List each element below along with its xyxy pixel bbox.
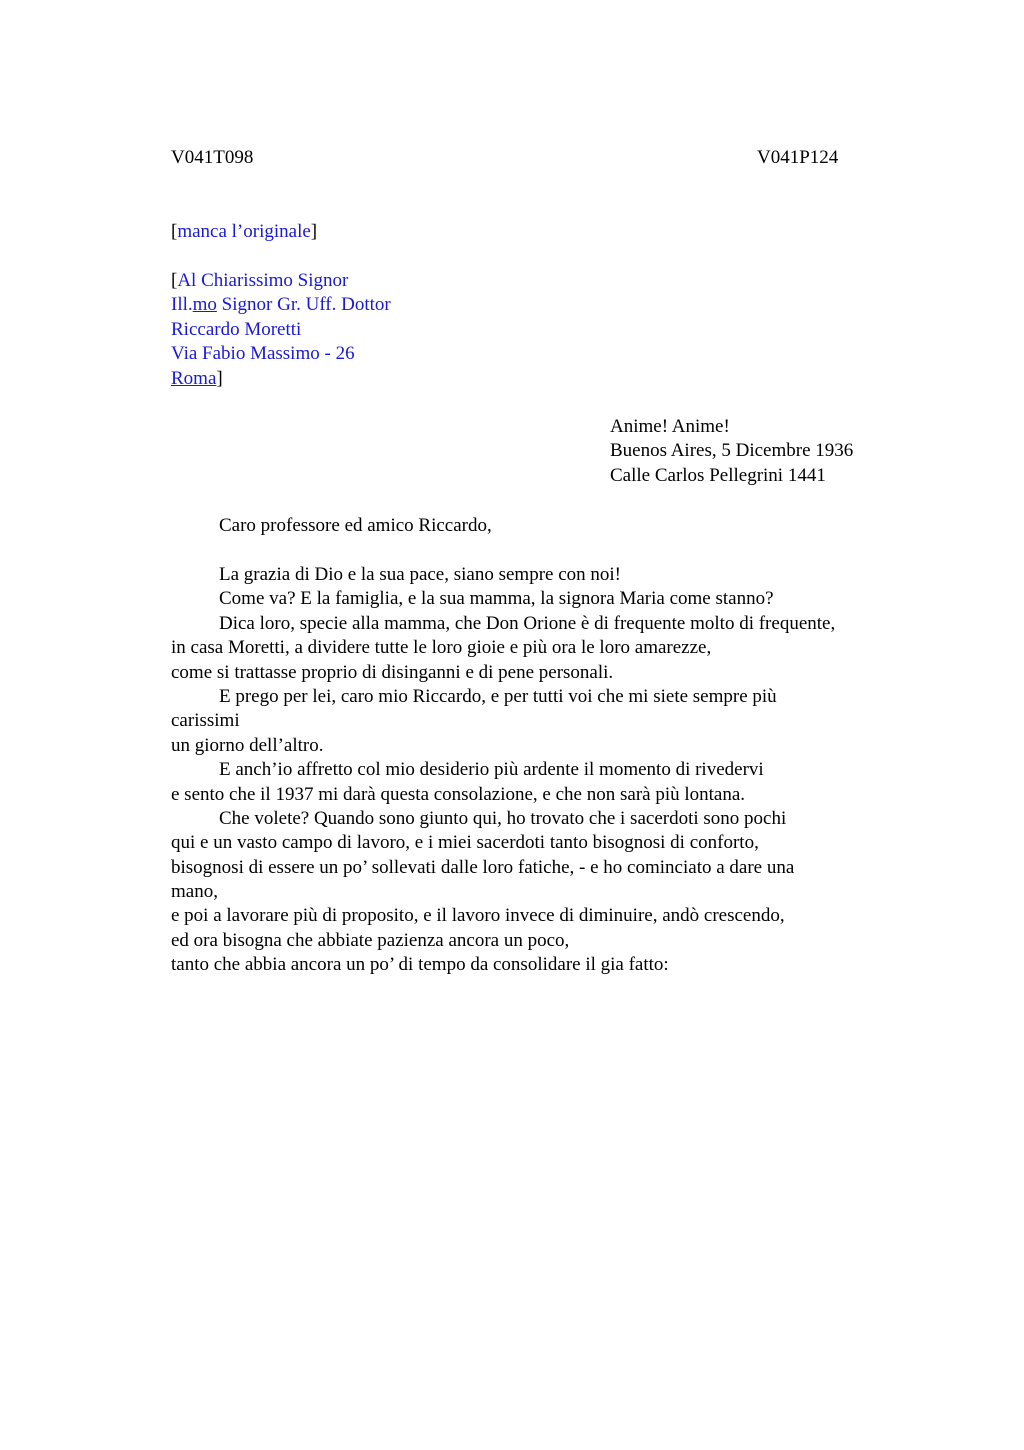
body-line: mano, (171, 881, 218, 903)
address-street: Via Fabio Massimo - 26 (171, 343, 355, 365)
document-code-left: V041T098 (171, 147, 254, 168)
document-code-right: V041P124 (757, 147, 839, 168)
address-close-bracket: ] (216, 367, 223, 389)
note-open-bracket: [ (171, 221, 178, 242)
body-line: ed ora bisogna che abbiate pazienza ancora un poco, (171, 929, 570, 951)
address-ill-abbrev: mo (192, 294, 217, 316)
body-line: bisognosi di essere un po’ sollevati dalle loro fatiche, - e ho cominciato a dare una (171, 856, 795, 878)
address-recipient-title: Al Chiarissimo Signor (177, 270, 349, 291)
address-ill-prefix: Ill. (171, 294, 193, 316)
body-line: carissimi (171, 710, 240, 732)
body-line: Come va? E la famiglia, e la sua mamma, la signora Maria come stanno? (219, 588, 774, 610)
salutation: Caro professore ed amico Riccardo, (219, 515, 492, 536)
dateline-street: Calle Carlos Pellegrini 1441 (610, 464, 826, 486)
address-honorific: Signor Gr. Uff. Dottor (216, 294, 391, 316)
body-line: Dica loro, specie alla mamma, che Don Orione è di frequente molto di frequente, (219, 612, 836, 634)
body-line: E anch’io affretto col mio desiderio più ardente il momento di rivedervi (219, 759, 764, 781)
body-line: in casa Moretti, a dividere tutte le loro gioie e più ora le loro amarezze, (171, 637, 712, 659)
body-line: come si trattasse proprio di disinganni e di pene personali. (171, 661, 614, 683)
body-line: La grazia di Dio e la sua pace, siano sempre con noi! (219, 564, 622, 585)
body-line: qui e un vasto campo di lavoro, e i miei sacerdoti tanto bisognosi di conforto, (171, 832, 759, 854)
body-line: e poi a lavorare più di proposito, e il lavoro invece di diminuire, andò crescendo, (171, 905, 785, 927)
dateline-motto: Anime! Anime! (610, 416, 730, 437)
letter-body (171, 563, 835, 978)
address-line-5 (171, 367, 391, 391)
address-line-1 (171, 269, 391, 293)
body-line: Che volete? Quando sono giunto qui, ho trovato che i sacerdoti sono pochi (219, 807, 787, 829)
body-line: un giorno dell’altro. (171, 734, 324, 756)
address-open-bracket: [ (171, 270, 178, 291)
address-block (171, 269, 391, 391)
body-line: E prego per lei, caro mio Riccardo, e per tutti voi che mi siete sempre più (219, 685, 777, 707)
address-city: Roma (171, 367, 217, 389)
dateline-block (610, 415, 853, 488)
address-recipient-name: Riccardo Moretti (171, 318, 302, 340)
editorial-note (171, 220, 317, 244)
body-line: e sento che il 1937 mi darà questa consolazione, e che non sarà più lontana. (171, 783, 746, 805)
note-close-bracket: ] (310, 221, 318, 242)
note-text: manca l’originale (177, 221, 311, 242)
address-line-2 (171, 293, 391, 317)
dateline-place-date: Buenos Aires, 5 Dicembre 1936 (610, 440, 854, 462)
body-line: tanto che abbia ancora un po’ di tempo da consolidare il gia fatto: (171, 954, 669, 976)
